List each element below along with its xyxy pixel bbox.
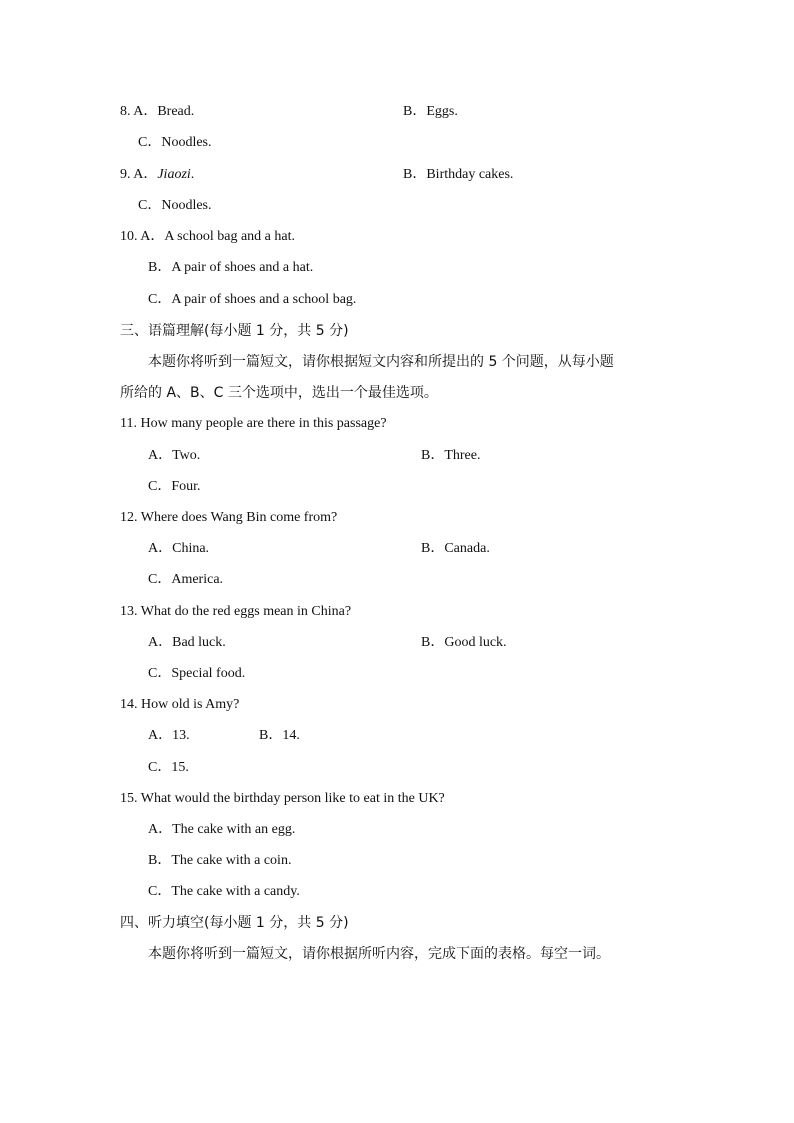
q12-option-c: C．America. [148,572,224,587]
q13-option-c: C．Special food. [148,666,246,681]
q15-option-a: A．The cake with an egg. [148,822,296,837]
q15-option-c: C．The cake with a candy. [148,884,300,899]
q9-option-c: C．Noodles. [138,198,212,213]
q12-option-a: A．China. [148,541,210,556]
section-4-instruction: 本题你将听到一篇短文，请你根据所听内容，完成下面的表格。每空一词。 [148,946,610,962]
q12-option-b: B．Canada. [421,541,490,556]
section-3-instruction-line-2: 所给的 A、B、C 三个选项中，选出一个最佳选项。 [120,385,438,401]
section-4-title: 四、听力填空(每小题 1 分，共 5 分) [120,915,349,931]
section-3-instruction-line-1: 本题你将听到一篇短文，请你根据短文内容和所提出的 5 个问题，从每小题 [148,354,614,370]
q11-stem: 11. How many people are there in this passage? [120,416,387,431]
q13-option-b: B．Good luck. [421,635,507,650]
q10-option-a: 10. A．A school bag and a hat. [120,229,295,244]
q13-option-a: A．Bad luck. [148,635,226,650]
q12-stem: 12. Where does Wang Bin come from? [120,510,338,525]
q14-option-a: A．13. [148,728,190,743]
q9-option-a-word: Jiaozi [157,167,191,182]
q13-stem: 13. What do the red eggs mean in China? [120,604,352,619]
q11-option-c: C．Four. [148,479,201,494]
section-3-title: 三、语篇理解(每小题 1 分，共 5 分) [120,323,349,339]
q10-option-c: C．A pair of shoes and a school bag. [148,292,357,307]
q11-option-b: B．Three. [421,448,481,463]
q14-option-c: C．15. [148,760,189,775]
q15-stem: 15. What would the birthday person like to eat in the UK? [120,791,445,806]
q10-option-b: B．A pair of shoes and a hat. [148,260,314,275]
q9-option-a [120,165,194,185]
q15-option-b: B．The cake with a coin. [148,853,292,868]
q9-option-b: B．Birthday cakes. [403,167,514,182]
q8-option-b: B．Eggs. [403,104,458,119]
q8-option-c: C．Noodles. [138,135,212,150]
q11-option-a: A．Two. [148,448,201,463]
q14-stem: 14. How old is Amy? [120,697,240,712]
q9-option-a-prefix: 9. A． [120,167,158,182]
q8-option-a: 8. A．Bread. [120,104,195,119]
q14-option-b: B．14. [259,728,300,743]
q9-option-a-suffix: . [190,167,195,182]
